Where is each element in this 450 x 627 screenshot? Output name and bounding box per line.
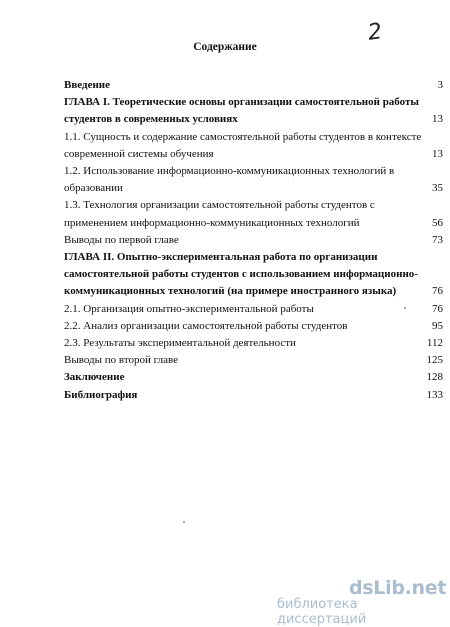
- toc-entry-page: 3: [437, 79, 443, 91]
- toc-entry: [64, 318, 444, 335]
- toc-entry-page: 128: [426, 371, 443, 384]
- toc-entry-title: [64, 318, 414, 335]
- toc-entry-line: образовании: [64, 182, 123, 195]
- toc-entry: [64, 387, 444, 404]
- toc-entry-line: ГЛАВА II. Опытно-экспериментальная работа по организации: [64, 251, 378, 264]
- toc-entry-line: 1.2. Использование информационно-коммуникационных технологий в: [64, 165, 395, 178]
- toc-entry: [64, 352, 444, 369]
- watermark-tagline: библиотека диссертаций: [277, 597, 367, 627]
- toc-entry-line: Библиография: [64, 388, 138, 401]
- watermark-brand: dsLib.net: [349, 577, 447, 599]
- toc-entry-line: Заключение: [64, 371, 125, 384]
- toc-entry-page: 35: [432, 182, 443, 195]
- toc-entry-title: [64, 352, 414, 369]
- toc-entry-line: Выводы по второй главе: [64, 354, 178, 367]
- toc-entry-title: [64, 163, 414, 197]
- toc-entry-page: 56: [432, 216, 443, 229]
- toc-entry: [64, 335, 444, 352]
- toc-entry-line: Выводы по первой главе: [64, 233, 179, 246]
- toc-entry-line: 2.3. Результаты экспериментальной деятельности: [64, 337, 296, 350]
- toc-entry-page: 95: [432, 319, 443, 332]
- toc-entry-page: 125: [426, 354, 443, 367]
- toc-entry-line: 2.1. Организация опытно-экспериментальной работы: [64, 302, 314, 315]
- toc-entry-page: 76: [432, 285, 443, 298]
- toc-entry-line: 1.1. Сущность и содержание самостоятельной работы студентов в контексте: [64, 130, 422, 143]
- toc-entry: [64, 232, 444, 249]
- toc-entry-title: [64, 387, 414, 404]
- toc-entry: [64, 369, 444, 386]
- toc-entry-title: [64, 77, 414, 94]
- toc-entry-page: 13: [432, 113, 443, 126]
- toc-entry-line: применением информационно-коммуникационных технологий: [64, 216, 360, 229]
- toc-entry-title: [64, 369, 414, 386]
- toc-entry-title: [64, 197, 414, 231]
- toc-title: Содержание: [193, 41, 257, 53]
- toc-entry: [64, 129, 444, 163]
- scan-speck: [404, 307, 406, 309]
- toc-entry-page: 13: [432, 147, 443, 160]
- toc-entry: [64, 197, 444, 231]
- toc-entry-title: [64, 335, 414, 352]
- toc-entry: [64, 94, 444, 128]
- toc-entry-line: самостоятельной работы студентов с использованием информационно-: [64, 268, 418, 281]
- toc-entry: [64, 77, 444, 94]
- toc-entry: [64, 249, 444, 301]
- toc-entry-line: 2.2. Анализ организации самостоятельной работы студентов: [64, 319, 348, 332]
- toc-entry-line: ГЛАВА I. Теоретические основы организации самостоятельной работы: [64, 96, 420, 109]
- toc-entry-page: 133: [426, 388, 443, 401]
- toc-entry-title: [64, 232, 414, 249]
- scan-speck: [183, 521, 185, 523]
- table-of-contents: [64, 77, 444, 404]
- toc-entry: [64, 163, 444, 197]
- toc-entry-page: 112: [426, 337, 443, 350]
- toc-entry-line: современной системы обучения: [64, 147, 214, 160]
- toc-entry-line: коммуникационных технологий (на примере иностранного языка): [64, 285, 397, 298]
- toc-entry-page: 73: [432, 233, 443, 246]
- toc-entry-title: [64, 301, 414, 318]
- handwritten-page-number: 2: [366, 19, 384, 46]
- toc-entry: [64, 301, 444, 318]
- toc-entry-line: 1.3. Технология организации самостоятельной работы студентов с: [64, 199, 375, 212]
- toc-entry-line: студентов в современных условиях: [64, 113, 238, 126]
- toc-entry-line: Введение: [64, 79, 111, 91]
- toc-entry-page: 76: [432, 302, 443, 315]
- toc-entry-title: [64, 129, 422, 163]
- toc-entry-title: [64, 94, 420, 128]
- toc-entry-title: [64, 249, 418, 301]
